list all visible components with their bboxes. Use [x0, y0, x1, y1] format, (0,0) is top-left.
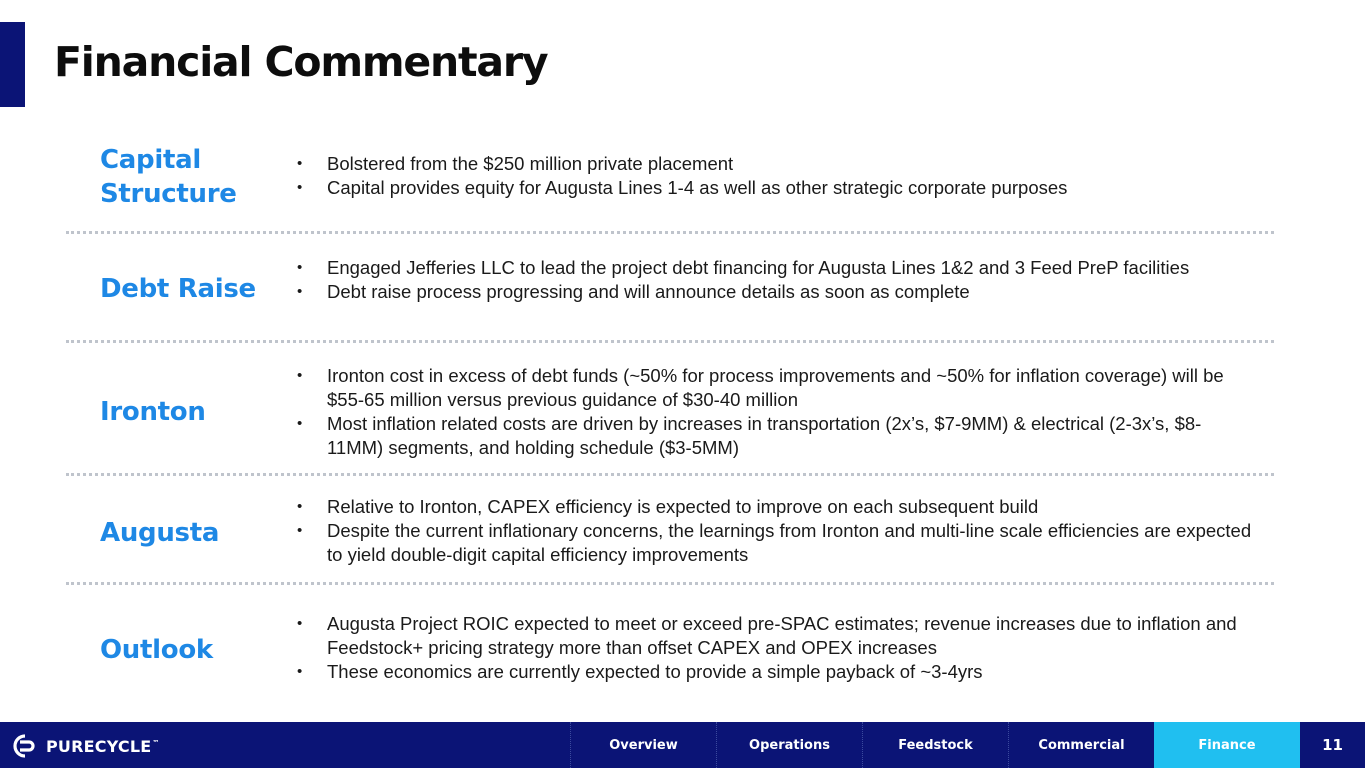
bullet-item: • Augusta Project ROIC expected to meet or exceed pre-SPAC estimates; revenue increases due to inflation and Feedstock+ pricing strategy more than offset CAPEX and OPEX increases: [295, 612, 1255, 660]
bullet-item: • Ironton cost in excess of debt funds (~50% for process improvements and ~50% for inflation coverage) will be $55-65 million versus previous guidance of $30-40 million: [295, 364, 1255, 412]
section-divider: [66, 231, 1274, 234]
section-divider: [66, 340, 1274, 343]
section-label: [100, 272, 256, 306]
section-label: [100, 143, 237, 211]
section-label-line: Structure: [100, 179, 237, 209]
nav-tab-commercial[interactable]: Commercial: [1008, 722, 1154, 768]
section-label-line: Ironton: [100, 397, 206, 427]
section-label-line: Debt Raise: [100, 274, 256, 304]
purecycle-logo-icon: [12, 734, 38, 758]
bullet-item: • Most inflation related costs are driven by increases in transportation (2x’s, $7-9MM) & electrical (2-3x’s, $8-11MM) segments, and holding schedule ($3-5MM): [295, 412, 1255, 460]
bullet-item: • Relative to Ironton, CAPEX efficiency is expected to improve on each subsequent build: [295, 495, 1255, 519]
bullet-item: • These economics are currently expected to provide a simple payback of ~3-4yrs: [295, 660, 1255, 684]
page-number: 11: [1322, 736, 1343, 754]
section-label-line: Augusta: [100, 518, 220, 548]
section-divider: [66, 473, 1274, 476]
bullet-item: • Debt raise process progressing and will announce details as soon as complete: [295, 280, 1255, 304]
section-label-line: Outlook: [100, 635, 213, 665]
bullet-item: • Engaged Jefferies LLC to lead the project debt financing for Augusta Lines 1&2 and 3 Feed PreP facilities: [295, 256, 1255, 280]
section-label: [100, 395, 206, 429]
bullet-item: • Capital provides equity for Augusta Lines 1-4 as well as other strategic corporate purposes: [295, 176, 1255, 200]
nav-tab-overview[interactable]: Overview: [570, 722, 716, 768]
purecycle-logo: [12, 734, 160, 758]
logo-wordmark-text: PURECYCLE: [46, 736, 152, 756]
bullet-list: [295, 495, 1255, 567]
bullet-list: [295, 612, 1255, 684]
nav-tab-finance[interactable]: Finance: [1154, 722, 1300, 768]
nav-tab-operations[interactable]: Operations: [716, 722, 862, 768]
section-nav: [570, 722, 1300, 768]
section-label-line: Capital: [100, 145, 201, 175]
section-label: [100, 516, 219, 550]
title-accent-bar: [0, 22, 25, 107]
logo-wordmark: [46, 737, 160, 756]
bullet-item: • Despite the current inflationary concerns, the learnings from Ironton and multi-line scale efficiencies are expected to yield double-digit capital efficiency improvements: [295, 519, 1255, 567]
bullet-list: [295, 152, 1255, 200]
trademark-symbol: ™: [152, 739, 160, 748]
page-title: Financial Commentary: [54, 38, 548, 86]
section-divider: [66, 582, 1274, 585]
section-label: [100, 633, 213, 667]
bullet-list: [295, 364, 1255, 460]
bullet-list: [295, 256, 1255, 304]
bullet-item: • Bolstered from the $250 million private placement: [295, 152, 1255, 176]
nav-tab-feedstock[interactable]: Feedstock: [862, 722, 1008, 768]
